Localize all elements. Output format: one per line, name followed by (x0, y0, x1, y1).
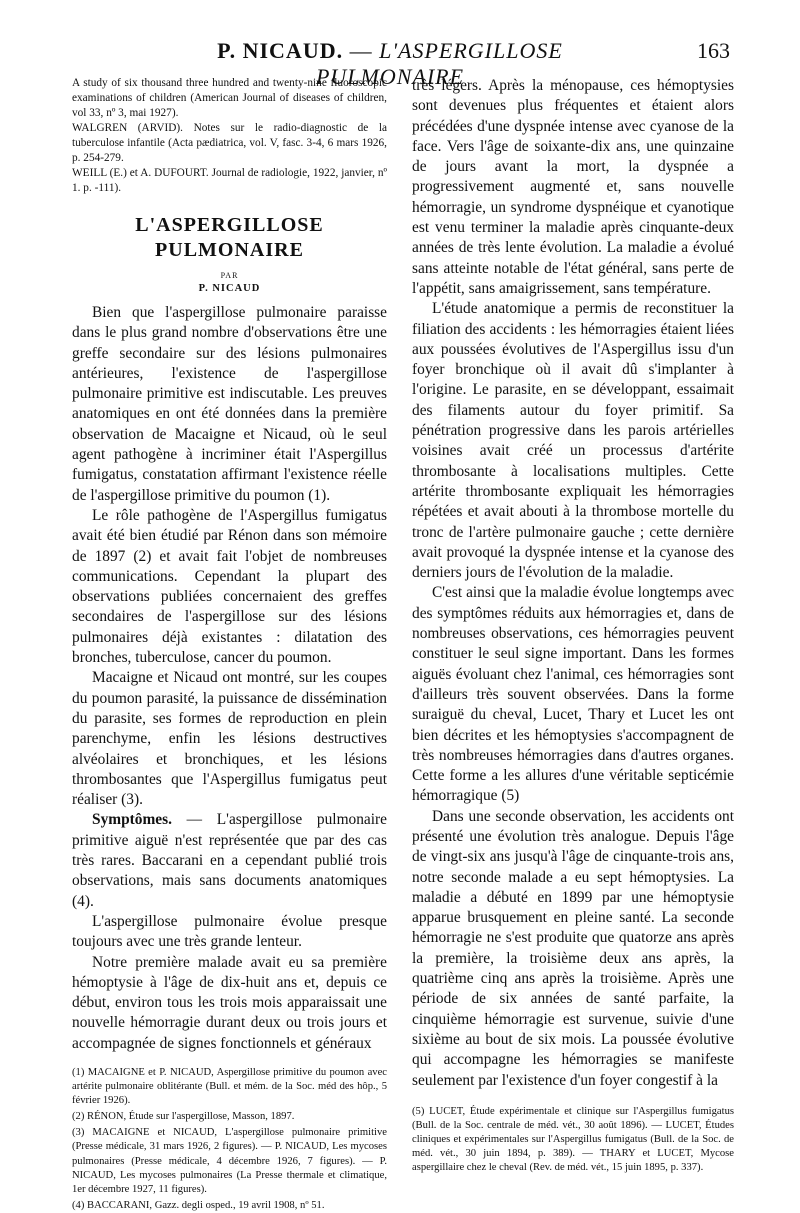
paragraph: Bien que l'aspergillose pulmonaire paraisse dans le plus grand nombre d'observations être une greffe secondaire sur des lésions pulmonaires antérieures, l'existence de l'aspergillose pulmonaire primitive est indiscutable. Les preuves anatomiques en ont été données dans la première observation de Macaigne et Nicaud, où le seul agent pathogène à incriminer était l'Aspergillus fumigatus, constatation affirmant l'existence réelle de l'aspergillose primitive du poumon (1). (72, 304, 387, 504)
left-footnotes (72, 1066, 387, 1213)
footnote: (4) BACCARANI, Gazz. degli osped., 19 avril 1908, nº 51. (72, 1199, 325, 1211)
header-running-title: L'ASPERGILLOSE PULMONAIRE (315, 38, 563, 89)
left-body-text (72, 303, 387, 1054)
bibliography-entry: WEILL (E.) et A. DUFOURT. Journal de radiologie, 1922, janvier, nº 1. p. -111). (72, 167, 387, 194)
header-dash: — (343, 38, 380, 63)
paragraph: Macaigne et Nicaud ont montré, sur les coupes du poumon parasité, la puissance de dissémination du parasite, ses formes de reproduction en plein parenchyme, enfin les lésions destructives alvéolaires et bronchiques, et les lésions thrombosantes que l'Aspergillus fumigatus peut réaliser (3). (72, 669, 387, 809)
paragraph-symptomes (72, 810, 387, 911)
header-author: P. NICAUD. (217, 38, 344, 63)
bibliography (72, 76, 387, 196)
running-header (0, 38, 800, 89)
article-title-line-2: PULMONAIRE (155, 239, 304, 261)
paragraph: Notre première malade avait eu sa première hémoptysie à l'âge de dix-huit ans et, depuis ce début, environ tous les trois mois apparaissait une nouvelle hémorragie durant deux ou trois jours et accompagnée de signes fonctionnels et généraux (72, 953, 387, 1052)
article-title-line-1: L'ASPERGILLOSE (135, 214, 324, 236)
bibliography-entry: WALGREN (ARVID). Notes sur le radio-diagnostic de la tuberculose infantile (Acta pædiatrica, vol. V, fasc. 3-4, 6 mars 1926, p. 254-279. (72, 122, 387, 164)
paragraph: C'est ainsi que la maladie évolue longtemps avec des symptômes réduits aux hémorragies et, dans de nombreuses observations, ces hémorragies peuvent constituer le seul signe important. Dans les formes aiguës évoluant chez l'animal, ces hémorragies sont d'ailleurs très souvent observées. Dans la forme suraiguë du cheval, Lucet, Thary et Lucet les ont bien décrites et les hémoptysies s'accompagnent de très nombreuses hémorragies dans d'autres organes. Cette forme a les allures d'une véritable septicémie hémorragique (5) (412, 584, 734, 805)
article-author: P. NICAUD (198, 283, 261, 294)
footnote: (3) MACAIGNE et NICAUD, L'aspergillose pulmonaire primitive (Presse médicale, 31 mars 1926, 2 figures). — P. NICAUD, Les mycoses pulmonaires (Presse médicale, 4 décembre 1926, 7 figures). — P. NICAUD, Les mycoses pulmonaires (La Presse thermale et climatique, 1er décembre 1927, 11 figures). (72, 1127, 387, 1195)
right-body-text (412, 76, 734, 1091)
right-footnotes (412, 1105, 734, 1175)
page-number: 163 (697, 38, 730, 63)
left-column (72, 76, 387, 1213)
article-title (72, 213, 387, 263)
paragraph: Le rôle pathogène de l'Aspergillus fumigatus avait été bien étudié par Rénon dans son mémoire de 1897 (2) et avait fait l'objet de nombreuses communications. Cependant la plupart des observations publiées concernaient des greffes secondaires de l'aspergillose sur des lésions pulmonaires déjà existantes : dilatation des bronches, tuberculose, cancer du poumon. (72, 506, 387, 667)
bibliography-entry: A study of six thousand three hundred and twenty-nine fluoroscopic examinations of children (American Journal of diseases of children, vol 33, nº 3, mai 1927). (72, 77, 387, 119)
paragraph: très légers. Après la ménopause, ces hémoptysies sont devenues plus fréquentes et étaient alors précédées d'une dyspnée intense avec cyanose de la face. Vers l'âge de soixante-dix ans, une quinzaine de jours avant la mort, la dyspnée a progressivement augmenté et, sans nouvelle hémorragie, un syndrome dyspnéique et cyanotique est venu terminer la maladie après cinquante-deux années de très lente évolution. La maladie a évolué sans atteinte notable de l'état général, sans perte de l'appétit, sans amaigrissement, sans température. (412, 77, 734, 297)
footnote: (5) LUCET, Étude expérimentale et clinique sur l'Aspergillus fumigatus (Bull. de la Soc. centrale de méd. vét., 30 août 1896). — LUCET, Études cliniques et expérimentales sur l'Aspergillus fumigatus (Bull. de la Soc. de méd. vét., 30 juin 1894, p. 389). — THARY et LUCET, Mycose aspergillaire chez le cheval (Rev. de méd. vét., 15 juin 1895, p. 337). (412, 1105, 734, 1174)
footnote: (1) MACAIGNE et P. NICAUD, Aspergillose primitive du poumon avec artérite pulmonaire oblitérante (Bull. et mém. de la Soc. méd des hôp., 5 février 1926). (72, 1066, 387, 1107)
right-column (412, 76, 734, 1175)
byline-par: PAR (220, 271, 239, 280)
section-heading-symptomes: Symptômes. (92, 811, 172, 829)
paragraph-text: — L'aspergillose pulmonaire primitive aiguë n'est représentée que par des cas très rares. Baccarani en a cependant publié trois observations, mais sans documents anatomiques (4). (72, 811, 387, 910)
footnote: (2) RÉNON, Étude sur l'aspergillose, Masson, 1897. (72, 1111, 295, 1123)
paragraph: L'aspergillose pulmonaire évolue presque toujours avec une très grande lenteur. (72, 912, 387, 951)
paragraph: L'étude anatomique a permis de reconstituer la filiation des accidents : les hémorragies étaient liées aux poussées évolutives de l'Aspergillus issu d'un foyer bronchique où il avait dû s'implanter à l'origine. Le parasite, en se développant, essaimait des filaments autour du foyer primitif. Sa pénétration progressive dans les parois artérielles voisines avait créé un processus d'artérite thrombosante à localisations multiples. Cette artérite thrombosante expliquait les hémorragies répétées et avait abouti à la thrombose mortelle du tronc de l'artère pulmonaire gauche ; cette dernière avait provoqué la dyspnée intense et la cyanose des derniers jours de l'évolution de la maladie. (412, 300, 734, 582)
paragraph: Dans une seconde observation, les accidents ont présenté une évolution très analogue. Depuis l'âge de vingt-six ans jusqu'à l'âge de cinquante-trois ans, notre seconde malade a eu sept hémoptysies. La maladie a débuté en 1899 par une hémoptysie apparue brusquement en pleine santé. La seconde hémorragie ne s'est produite que quatorze ans après la première, la troisième deux ans après, la quatrième cinq ans après la troisième. Après une période de six années de santé parfaite, la cinquième hémorragie est survenue, suivie d'une sixième au bout de six mois. La poussée évolutive qui accompagne les hémorragies se manifeste seulement par l'existence d'un foyer congestif à la (412, 807, 734, 1089)
